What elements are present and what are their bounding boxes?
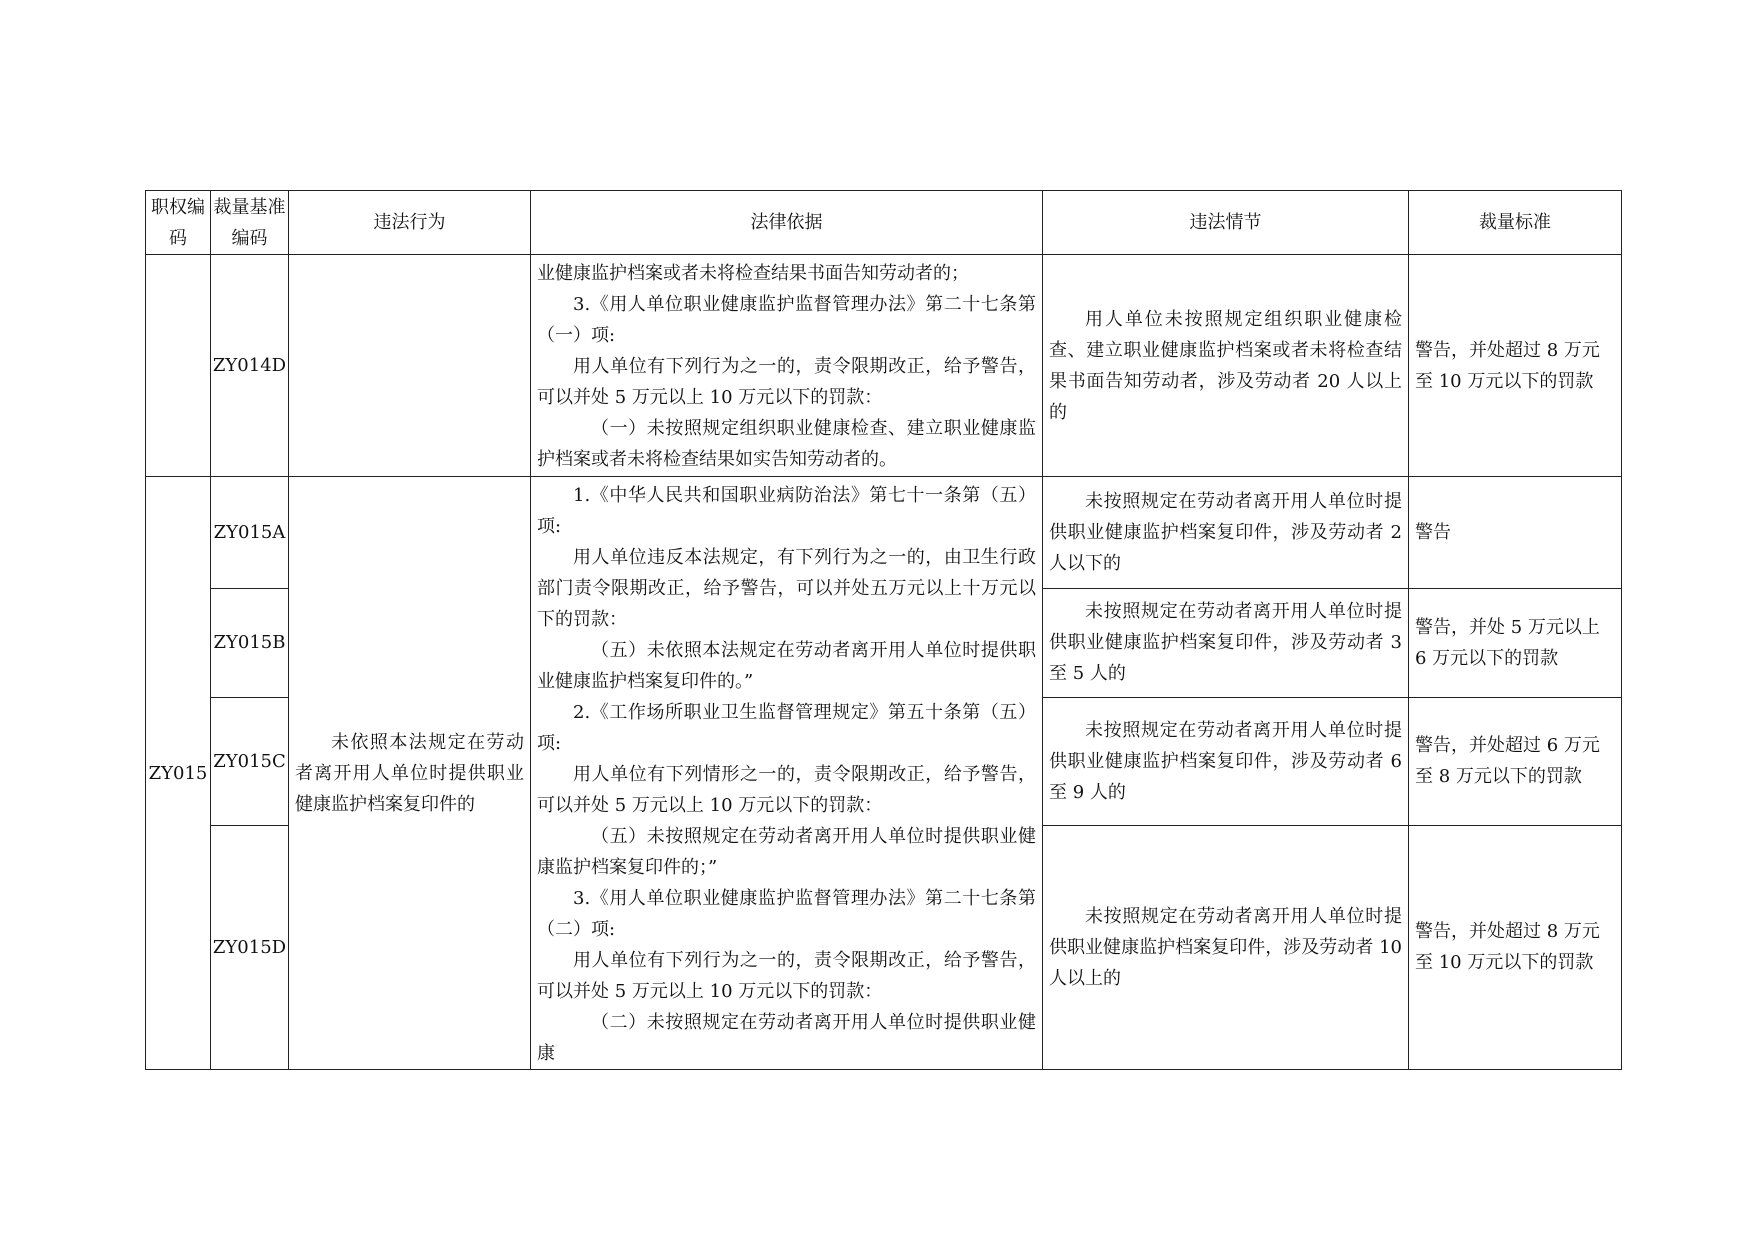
header-row: [146, 191, 1622, 255]
header-legal-basis: 法律依据: [531, 191, 1043, 255]
violation-plot-cell: [1043, 825, 1409, 1069]
violation-plot-cell: [1043, 698, 1409, 825]
legal-basis-cell: [531, 255, 1043, 477]
table-row-zy015a: [146, 477, 1622, 589]
discretion-code-cell: ZY015A: [211, 477, 289, 589]
discretion-code-cell: ZY014D: [211, 255, 289, 477]
header-violation-plot: 违法情节: [1043, 191, 1409, 255]
legal-basis-line: 用人单位有下列行为之一的，责令限期改正，给予警告，可以并处 5 万元以上 10 万元以下的罚款：: [537, 356, 1036, 408]
discretion-code-cell: ZY015D: [211, 825, 289, 1069]
violation-plot-text: 未按照规定在劳动者离开用人单位时提供职业健康监护档案复印件，涉及劳动者 3 至 5 人的: [1049, 601, 1402, 685]
legal-basis-line: （二）未按照规定在劳动者离开用人单位时提供职业健康: [537, 1012, 1036, 1064]
violation-plot-text: 用人单位未按照规定组织职业健康检查、建立职业健康监护档案或者未将检查结果书面告知劳动者，涉及劳动者 20 人以上的: [1049, 308, 1402, 423]
authority-code-cell-empty: [146, 255, 211, 477]
discretion-standard-cell: 警告，并处超过 6 万元至 8 万元以下的罚款: [1409, 698, 1622, 825]
header-authority-code: 职权编码: [146, 191, 211, 255]
discretion-standard-cell: 警告，并处超过 8 万元至 10 万元以下的罚款: [1409, 825, 1622, 1069]
violation-plot-cell: [1043, 588, 1409, 698]
table-row-zy014d: [146, 255, 1622, 477]
legal-basis-line: 3.《用人单位职业健康监护监督管理办法》第二十七条第（一）项:: [537, 294, 1036, 346]
legal-basis-line: 业健康监护档案或者未将检查结果书面告知劳动者的；: [537, 263, 969, 284]
legal-basis-line: 用人单位违反本法规定，有下列行为之一的，由卫生行政部门责令限期改正，给予警告，可以并处五万元以上十万元以下的罚款：: [537, 547, 1036, 630]
violation-plot-cell: [1043, 255, 1409, 477]
header-discretion-standard: 裁量标准: [1409, 191, 1622, 255]
header-discretion-code: 裁量基准编码: [211, 191, 289, 255]
violation-cell-empty: [289, 255, 531, 477]
violation-plot-cell: [1043, 477, 1409, 589]
header-violation: 违法行为: [289, 191, 531, 255]
discretion-standard-table: [145, 190, 1622, 1070]
legal-basis-cell: [531, 477, 1043, 1070]
legal-basis-line: 2.《工作场所职业卫生监督管理规定》第五十条第（五）项:: [537, 702, 1036, 754]
discretion-standard-cell: 警告: [1409, 477, 1622, 589]
legal-basis-line: 用人单位有下列情形之一的，责令限期改正，给予警告，可以并处 5 万元以上 10 万元以下的罚款：: [537, 764, 1036, 816]
legal-basis-line: 用人单位有下列行为之一的，责令限期改正，给予警告，可以并处 5 万元以上 10 万元以下的罚款：: [537, 950, 1036, 1002]
legal-basis-line: 1.《中华人民共和国职业病防治法》第七十一条第（五）项:: [537, 485, 1036, 537]
discretion-standard-cell: 警告，并处 5 万元以上 6 万元以下的罚款: [1409, 588, 1622, 698]
legal-basis-line: 3.《用人单位职业健康监护监督管理办法》第二十七条第（二）项:: [537, 888, 1036, 940]
legal-basis-line: （五）未依照本法规定在劳动者离开用人单位时提供职业健康监护档案复印件的。”: [537, 640, 1036, 692]
violation-plot-text: 未按照规定在劳动者离开用人单位时提供职业健康监护档案复印件，涉及劳动者 10 人以上的: [1049, 905, 1402, 989]
violation-plot-text: 未按照规定在劳动者离开用人单位时提供职业健康监护档案复印件，涉及劳动者 2 人以下的: [1049, 490, 1402, 574]
legal-basis-line: （一）未按照规定组织职业健康检查、建立职业健康监护档案或者未将检查结果如实告知劳动者的。: [537, 418, 1036, 470]
discretion-code-cell: ZY015C: [211, 698, 289, 825]
discretion-code-cell: ZY015B: [211, 588, 289, 698]
violation-cell: 未依照本法规定在劳动者离开用人单位时提供职业健康监护档案复印件的: [289, 477, 531, 1070]
discretion-standard-cell: 警告，并处超过 8 万元至 10 万元以下的罚款: [1409, 255, 1622, 477]
authority-code-cell: ZY015: [146, 477, 211, 1070]
violation-plot-text: 未按照规定在劳动者离开用人单位时提供职业健康监护档案复印件，涉及劳动者 6 至 9 人的: [1049, 719, 1402, 803]
legal-basis-line: （五）未按照规定在劳动者离开用人单位时提供职业健康监护档案复印件的；”: [537, 826, 1036, 878]
